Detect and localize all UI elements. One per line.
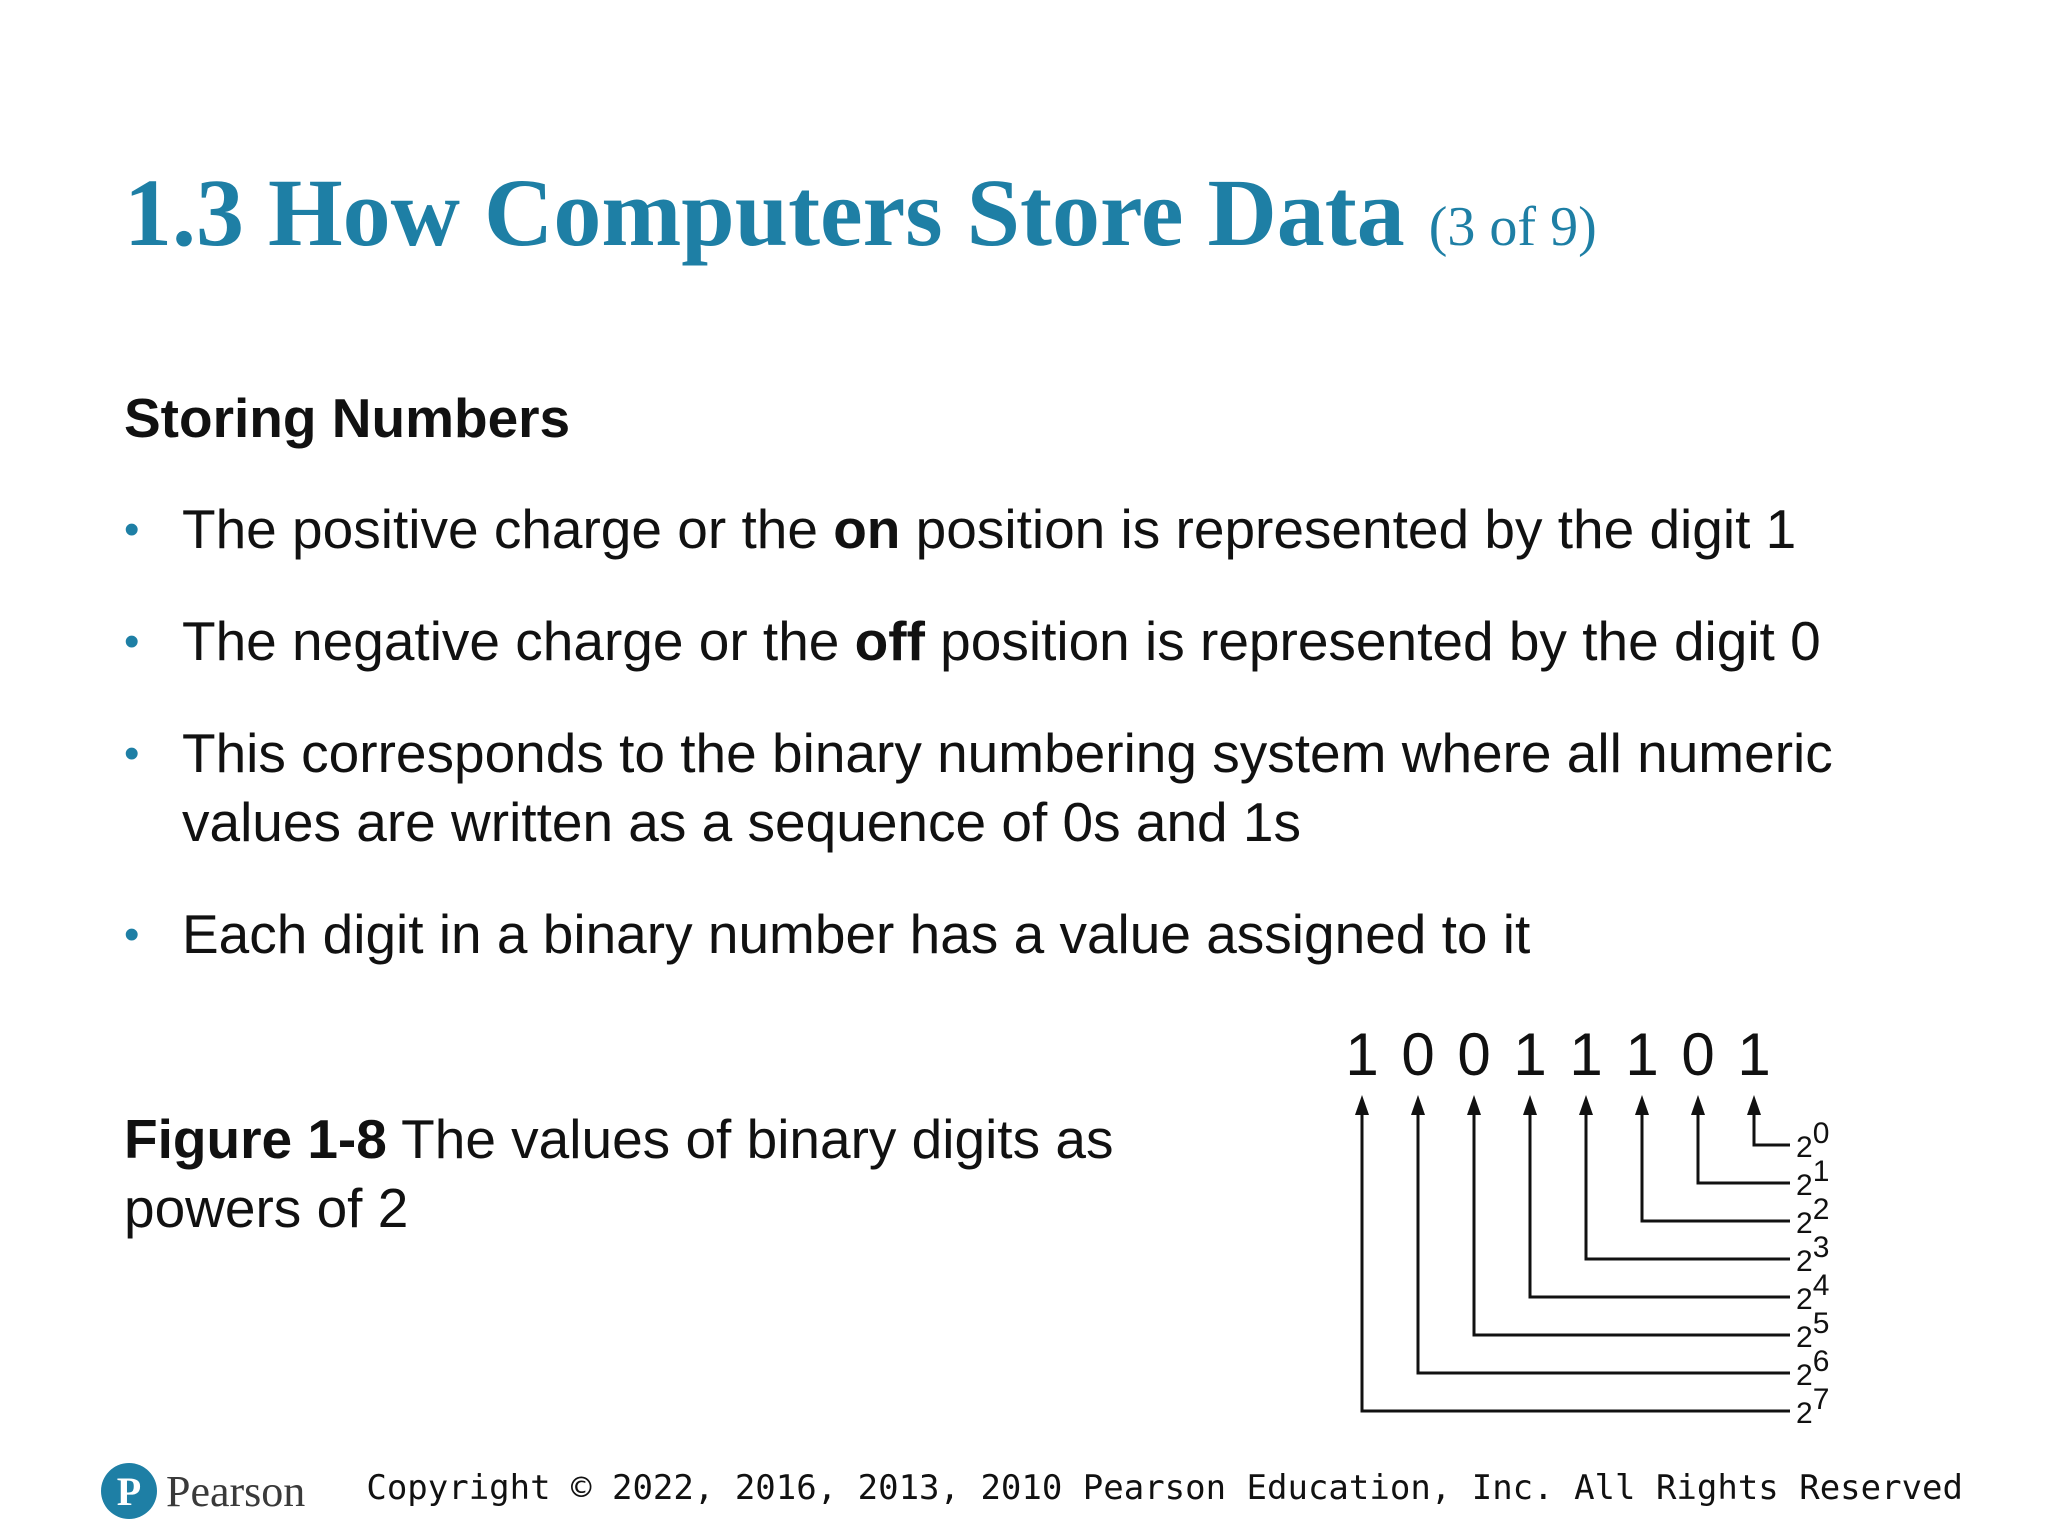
power-exponent: 4 [1812,1269,1830,1302]
title-text: 1.3 How Computers Store Data [124,159,1405,266]
logo-glyph: P [116,1469,142,1514]
figure-caption-text: The values of binary digits as powers of 2 [124,1108,1114,1239]
binary-digit: 1 [1737,1021,1771,1088]
binary-digit: 1 [1625,1021,1659,1088]
binary-powers-figure [1300,1000,1860,1440]
figure-caption-label: Figure 1-8 [124,1108,387,1170]
arrowhead-icon [1355,1095,1369,1115]
bullet-item [124,719,1954,857]
arrowhead-icon [1691,1095,1705,1115]
power-base: 2 [1796,1321,1813,1354]
arrowhead-icon [1747,1095,1761,1115]
power-base: 2 [1796,1359,1813,1392]
bullet-marker: • [124,729,140,778]
bullet-marker: • [124,505,140,554]
power-base: 2 [1796,1283,1813,1316]
slide-counter: (3 of 9) [1428,196,1597,258]
bullet-text: position is represented by the digit 1 [900,498,1797,560]
bullet-marker: • [124,617,140,666]
power-exponent: 7 [1812,1383,1830,1416]
arrowhead-icon [1523,1095,1537,1115]
arrowhead-icon [1579,1095,1593,1115]
power-exponent: 2 [1812,1193,1830,1226]
bullet-marker: • [124,910,140,959]
bullet-emphasis: on [833,498,901,560]
binary-digit: 1 [1513,1021,1547,1088]
arrowhead-icon [1411,1095,1425,1115]
power-base: 2 [1796,1207,1813,1240]
power-exponent: 1 [1812,1155,1830,1188]
power-exponent: 6 [1812,1345,1830,1378]
pearson-logo-icon [100,1462,158,1520]
arrowhead-icon [1467,1095,1481,1115]
power-base: 2 [1796,1245,1813,1278]
power-base: 2 [1796,1169,1813,1202]
power-exponent: 3 [1812,1231,1830,1264]
pearson-logo [100,1460,305,1522]
binary-digit: 1 [1345,1021,1379,1088]
power-exponent: 0 [1812,1117,1830,1150]
binary-digit: 1 [1569,1021,1603,1088]
bullet-text: The positive charge or the [182,498,834,560]
bullet-text: position is represented by the digit 0 [924,610,1821,672]
binary-digit: 0 [1457,1021,1491,1088]
binary-digit: 0 [1681,1021,1715,1088]
binary-digit: 0 [1401,1021,1435,1088]
bullet-item [124,900,1954,969]
power-exponent: 5 [1812,1307,1830,1340]
power-base: 2 [1796,1131,1813,1164]
slide-title [124,160,1597,266]
arrowhead-icon [1635,1095,1649,1115]
bullet-text: Each digit in a binary number has a value assigned to it [182,903,1531,965]
figure-caption [124,1105,1174,1243]
bullet-list [124,495,1954,1012]
logo-wordmark: Pearson [166,1466,306,1516]
bullet-item [124,607,1954,676]
bullet-emphasis: off [854,610,925,672]
bullet-text: The negative charge or the [182,610,855,672]
power-base: 2 [1796,1397,1813,1430]
bullet-item [124,495,1954,564]
copyright-notice: Copyright © 2022, 2016, 2013, 2010 Pearson Education, Inc. All Rights Reserved [366,1468,1963,1508]
section-subheading: Storing Numbers [124,387,571,449]
bullet-text: This corresponds to the binary numbering system where all numeric values are written as a sequence of 0s and 1s [182,722,1833,853]
